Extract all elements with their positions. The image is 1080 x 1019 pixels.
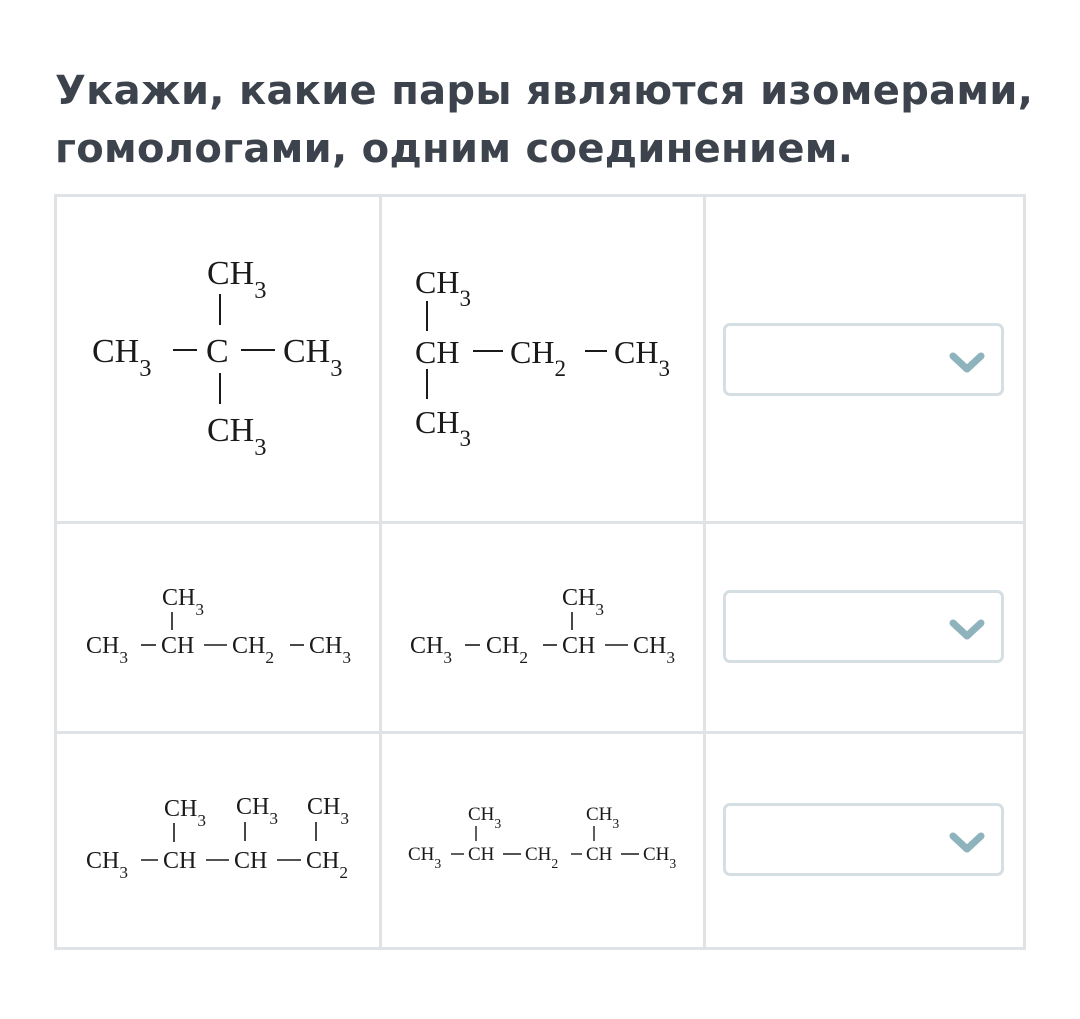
formula-group: $CH_3$ bbox=[164, 796, 206, 830]
formula-group: $CH_2$ bbox=[525, 844, 559, 871]
row3-formula-left bbox=[57, 734, 377, 946]
chevron-down-icon bbox=[947, 615, 987, 643]
formula-group: $CH_3$ bbox=[309, 633, 351, 667]
formula-group: $CH_3$ bbox=[643, 844, 677, 871]
chevron-down-icon bbox=[947, 828, 987, 856]
formula-group: $CH_3$ bbox=[86, 848, 128, 882]
formula-group: $CH_3$ bbox=[410, 633, 452, 667]
formula-group: CH bbox=[468, 844, 495, 865]
column-divider bbox=[703, 197, 706, 947]
formula-group: $CH_3$ bbox=[92, 333, 152, 382]
row2-formula-left bbox=[57, 524, 377, 730]
answer-select-row-2[interactable] bbox=[723, 590, 1004, 663]
formula-group: $CH_3$ bbox=[307, 794, 349, 828]
chevron-down-icon bbox=[947, 348, 987, 376]
formula-group: CH bbox=[415, 334, 460, 370]
answer-select-row-1[interactable] bbox=[723, 323, 1004, 396]
formula-group: $CH_3$ bbox=[633, 633, 675, 667]
answer-select-row-3[interactable] bbox=[723, 803, 1004, 876]
formula-group: CH bbox=[562, 633, 596, 659]
formula-group: CH bbox=[586, 844, 613, 865]
formula-group: $CH_2$ bbox=[306, 848, 348, 882]
formula-group: $CH_2$ bbox=[232, 633, 274, 667]
formula-group: C bbox=[206, 333, 229, 370]
row2-formula-right bbox=[381, 524, 701, 730]
row1-formula-right bbox=[381, 197, 701, 519]
formula-group: $CH_3$ bbox=[162, 585, 204, 619]
formula-group: $CH_3$ bbox=[207, 255, 267, 304]
row1-formula-left bbox=[57, 197, 377, 519]
row3-formula-right bbox=[381, 734, 701, 946]
formula-group: CH bbox=[161, 633, 195, 659]
formula-group: $CH_3$ bbox=[236, 794, 278, 828]
formula-group: $CH_3$ bbox=[86, 633, 128, 667]
formula-group: $CH_3$ bbox=[562, 585, 604, 619]
formula-group: $CH_3$ bbox=[586, 804, 620, 831]
formula-group: $CH_3$ bbox=[614, 334, 670, 381]
formula-group: $CH_2$ bbox=[486, 633, 528, 667]
formula-group: CH bbox=[234, 848, 268, 874]
formula-group: $CH_3$ bbox=[408, 844, 442, 871]
formula-group: $CH_3$ bbox=[415, 264, 471, 311]
formula-group: $CH_3$ bbox=[283, 333, 343, 382]
formula-group: $CH_3$ bbox=[415, 404, 471, 451]
formula-group: CH bbox=[163, 848, 197, 874]
question-title bbox=[55, 62, 1045, 178]
formula-group: $CH_3$ bbox=[468, 804, 502, 831]
question-line-1: Укажи, какие пары являются изомерами, bbox=[55, 68, 1034, 114]
formula-group: $CH_3$ bbox=[207, 412, 267, 461]
formula-group: $CH_2$ bbox=[510, 334, 566, 381]
question-line-2: гомологами, одним соединением. bbox=[55, 126, 854, 172]
